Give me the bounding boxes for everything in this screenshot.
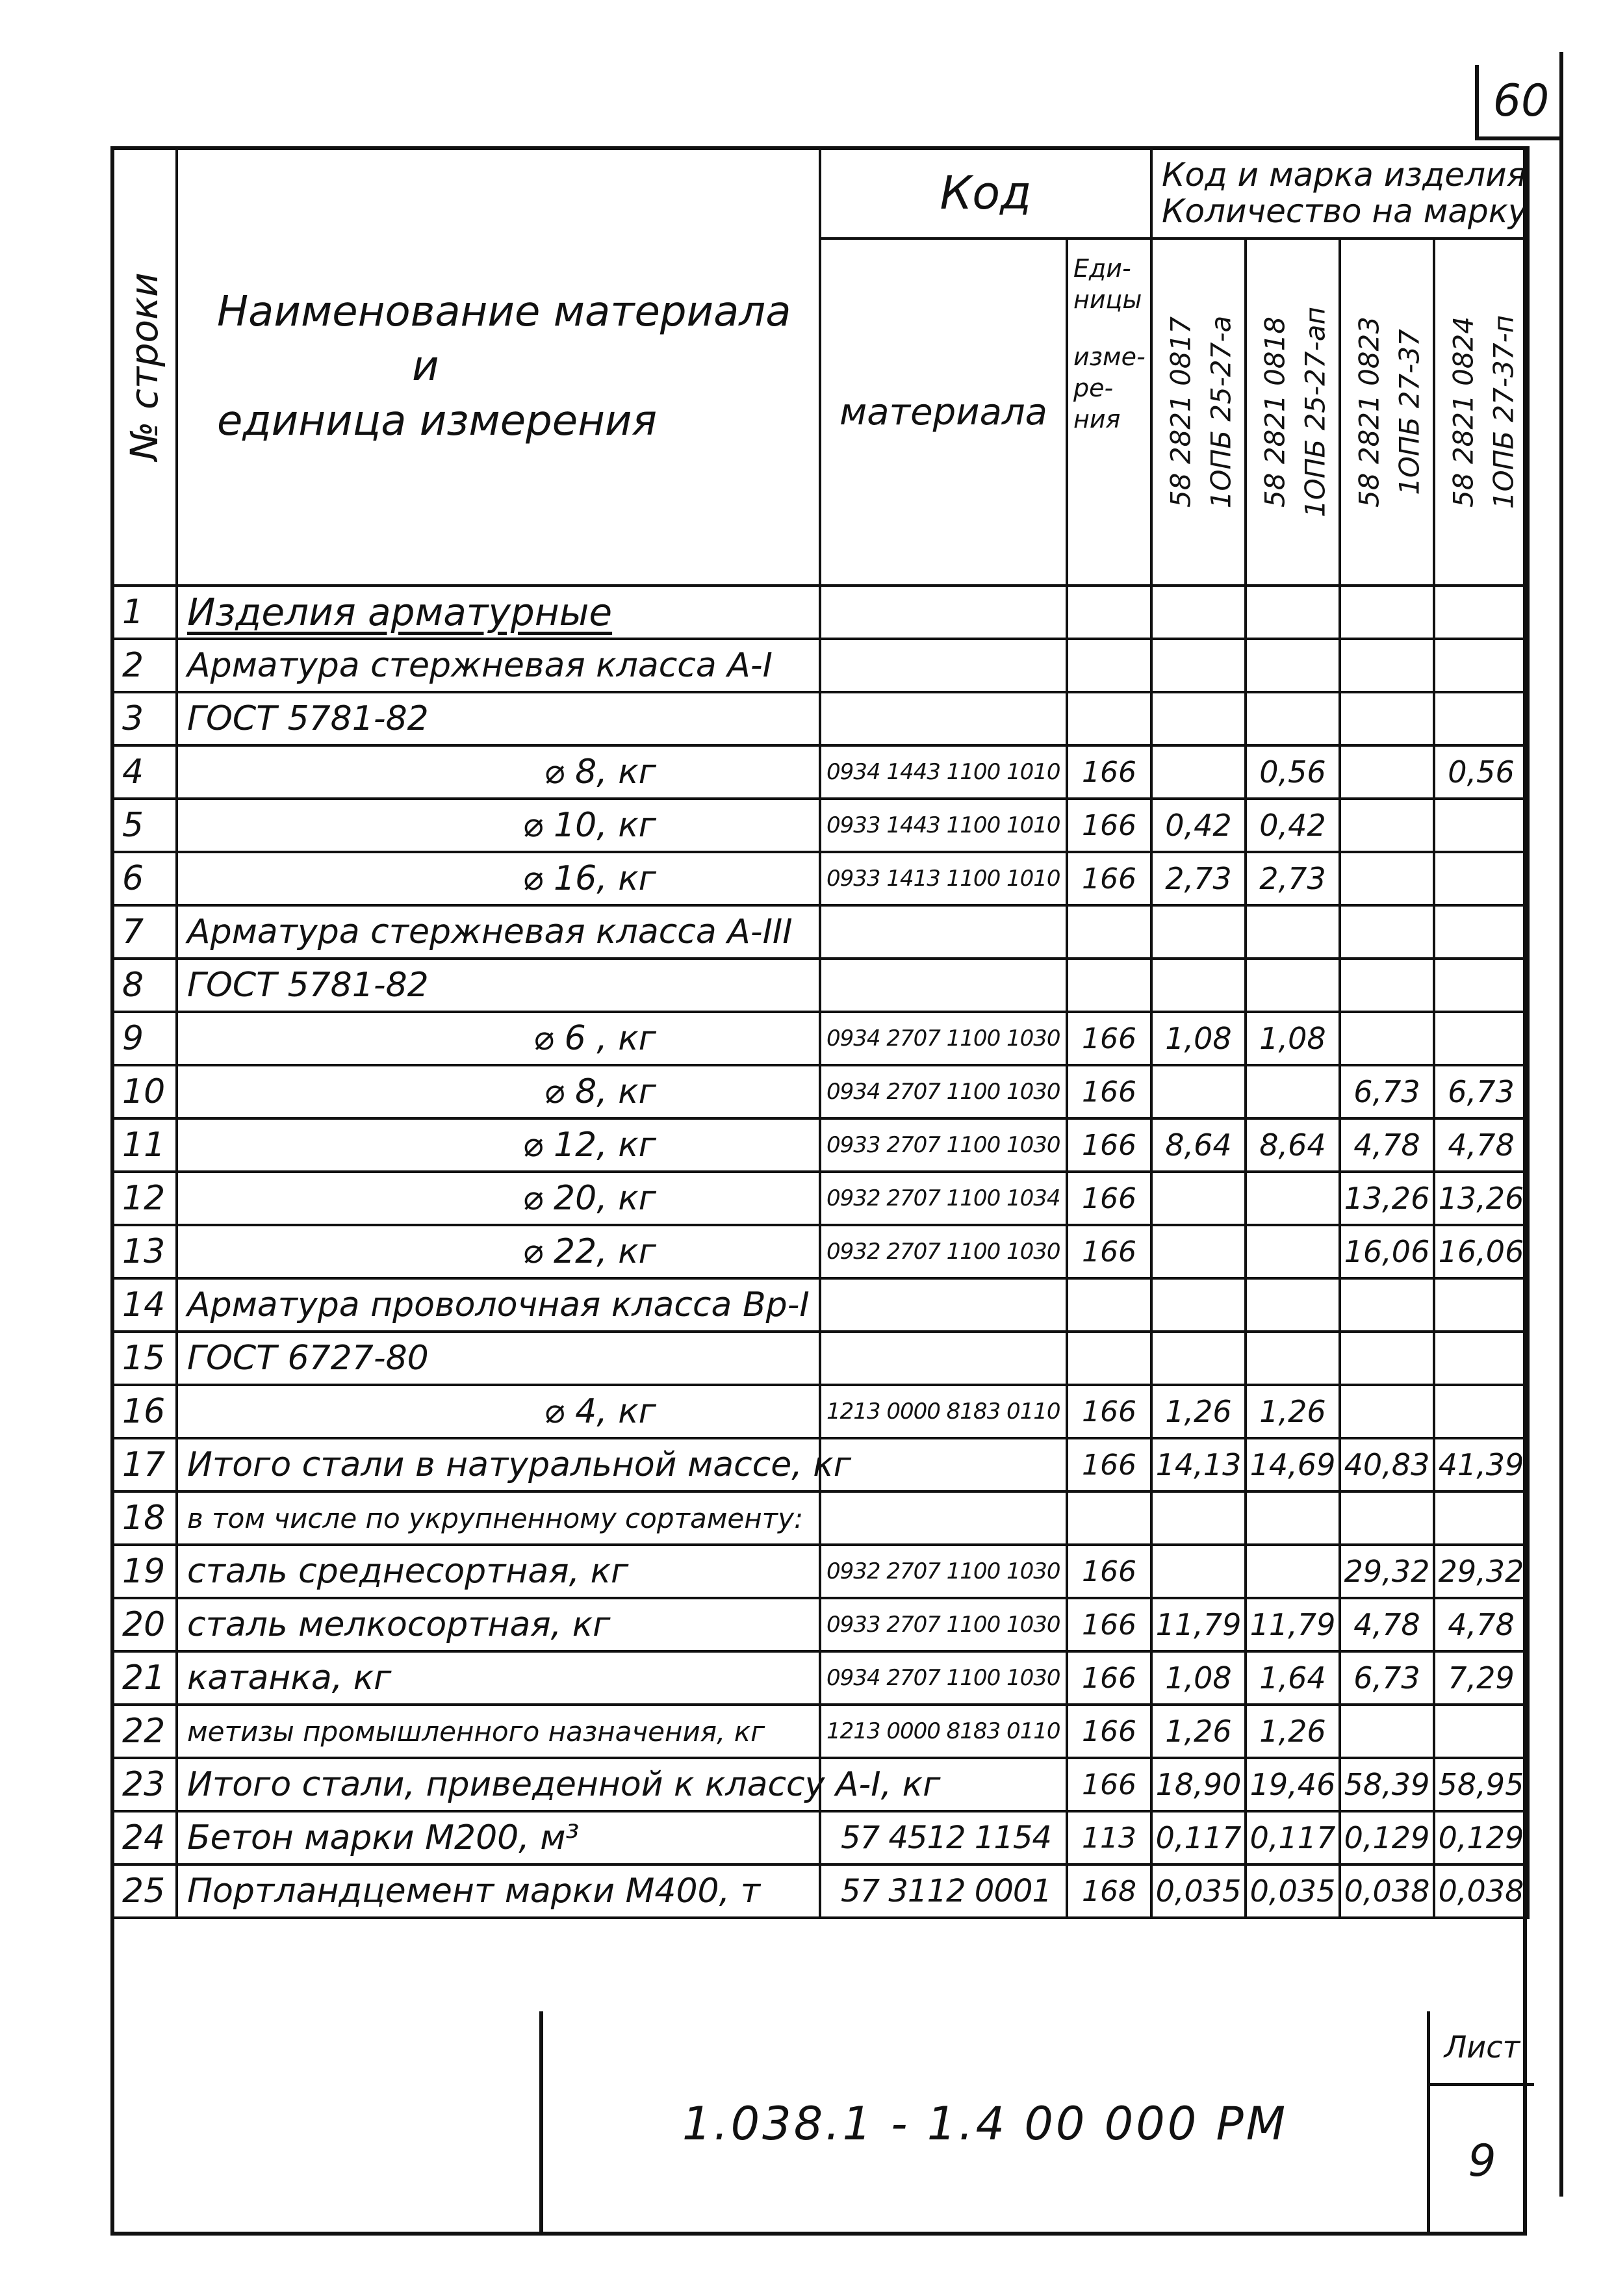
quantity-cell: 4,78 <box>1434 1598 1528 1651</box>
quantity-cell: 4,78 <box>1434 1118 1528 1172</box>
unit-code: 166 <box>1067 1651 1151 1705</box>
row-number-header: № строки <box>112 148 177 586</box>
quantity-cell: 0,56 <box>1434 745 1528 799</box>
material-code: 0933 2707 1100 1030 <box>820 1598 1067 1651</box>
quantity-cell: 13,26 <box>1434 1172 1528 1225</box>
sheet-number: 9 <box>1468 2135 1496 2187</box>
row-number: 3 <box>112 692 177 745</box>
unit-code: 166 <box>1067 1758 1151 1811</box>
unit-code: 166 <box>1067 1172 1151 1225</box>
material-name: Изделия арматурные <box>177 586 820 639</box>
page-number: 60 <box>1475 65 1563 140</box>
quantity-cell: 16,06 <box>1434 1225 1528 1278</box>
material-name: ⌀ 6 , кг <box>177 1012 820 1065</box>
unit-code: 113 <box>1067 1811 1151 1864</box>
unit-code-header: Еди- ницы изме- ре- ния <box>1067 239 1151 586</box>
material-code: 0934 2707 1100 1030 <box>820 1065 1067 1118</box>
quantity-cell: 1,08 <box>1151 1651 1246 1705</box>
quantity-cell: 7,29 <box>1434 1651 1528 1705</box>
material-name: ⌀ 22, кг <box>177 1225 820 1278</box>
material-code: 0932 2707 1100 1034 <box>820 1172 1067 1225</box>
material-name: Арматура стержневая класса А-III <box>177 905 820 959</box>
product-header-4: 58 2821 0824 1ОПБ 27-37-п <box>1434 239 1528 586</box>
sheet-label: Лист <box>1430 2011 1534 2086</box>
row-number: 5 <box>112 799 177 852</box>
quantity-cell: 1,26 <box>1151 1705 1246 1758</box>
row-number: 4 <box>112 745 177 799</box>
quantity-cell: 1,26 <box>1246 1385 1340 1438</box>
quantity-cell: 0,129 <box>1434 1811 1528 1864</box>
unit-code: 166 <box>1067 1065 1151 1118</box>
code-header: Код <box>820 148 1151 239</box>
material-name: метизы промышленного назначения, кг <box>177 1705 820 1758</box>
quantity-cell: 4,78 <box>1340 1118 1434 1172</box>
row-number: 14 <box>112 1278 177 1332</box>
document-designation: 1.038.1 - 1.4 00 000 РМ <box>682 2096 1288 2150</box>
material-name: Итого стали, приведенной к классу А-I, кг <box>177 1758 820 1811</box>
material-code: 57 3112 0001 <box>820 1864 1067 1918</box>
quantity-cell: 58,39 <box>1340 1758 1434 1811</box>
material-name: катанка, кг <box>177 1651 820 1705</box>
material-code: 0934 2707 1100 1030 <box>820 1012 1067 1065</box>
material-name: ГОСТ 6727-80 <box>177 1332 820 1385</box>
page-frame <box>110 146 1527 2236</box>
quantity-cell: 0,56 <box>1246 745 1340 799</box>
quantity-cell: 1,26 <box>1246 1705 1340 1758</box>
material-code: 0933 1413 1100 1010 <box>820 852 1067 905</box>
quantity-cell: 14,69 <box>1246 1438 1340 1491</box>
material-name: ⌀ 16, кг <box>177 852 820 905</box>
material-name: Портландцемент марки М400, т <box>177 1864 820 1918</box>
quantity-cell: 6,73 <box>1340 1065 1434 1118</box>
material-name: Арматура стержневая класса А-I <box>177 639 820 692</box>
row-number: 9 <box>112 1012 177 1065</box>
quantity-cell: 2,73 <box>1246 852 1340 905</box>
quantity-cell: 29,32 <box>1340 1545 1434 1598</box>
row-number: 20 <box>112 1598 177 1651</box>
unit-code: 166 <box>1067 1385 1151 1438</box>
row-number: 18 <box>112 1491 177 1545</box>
row-number: 17 <box>112 1438 177 1491</box>
material-name: сталь среднесортная, кг <box>177 1545 820 1598</box>
row-number: 2 <box>112 639 177 692</box>
quantity-cell: 0,129 <box>1340 1811 1434 1864</box>
row-number: 21 <box>112 1651 177 1705</box>
material-name: ⌀ 4, кг <box>177 1385 820 1438</box>
row-number: 8 <box>112 959 177 1012</box>
row-number: 13 <box>112 1225 177 1278</box>
quantity-cell: 6,73 <box>1434 1065 1528 1118</box>
product-group-header: Код и марка изделия Количество на марку <box>1151 148 1528 239</box>
quantity-cell: 1,64 <box>1246 1651 1340 1705</box>
material-name: ⌀ 12, кг <box>177 1118 820 1172</box>
material-name: ⌀ 10, кг <box>177 799 820 852</box>
product-header-2: 58 2821 0818 1ОПБ 25-27-ап <box>1246 239 1340 586</box>
quantity-cell: 19,46 <box>1246 1758 1340 1811</box>
material-code-header: материала <box>820 239 1067 586</box>
row-number: 10 <box>112 1065 177 1118</box>
row-number: 12 <box>112 1172 177 1225</box>
quantity-cell: 4,78 <box>1340 1598 1434 1651</box>
material-name: сталь мелкосортная, кг <box>177 1598 820 1651</box>
quantity-cell: 0,117 <box>1246 1811 1340 1864</box>
material-name: ГОСТ 5781-82 <box>177 692 820 745</box>
material-name: Итого стали в натуральной массе, кг <box>177 1438 820 1491</box>
unit-code: 166 <box>1067 1545 1151 1598</box>
quantity-cell: 1,08 <box>1151 1012 1246 1065</box>
product-header-1: 58 2821 0817 1ОПБ 25-27-а <box>1151 239 1246 586</box>
quantity-cell: 0,117 <box>1151 1811 1246 1864</box>
row-number: 7 <box>112 905 177 959</box>
material-name: ГОСТ 5781-82 <box>177 959 820 1012</box>
quantity-cell: 0,42 <box>1151 799 1246 852</box>
row-number: 23 <box>112 1758 177 1811</box>
unit-code: 166 <box>1067 1598 1151 1651</box>
right-margin-rule <box>1559 52 1563 2197</box>
quantity-cell: 1,08 <box>1246 1012 1340 1065</box>
material-code: 1213 0000 8183 0110 <box>820 1705 1067 1758</box>
row-number: 11 <box>112 1118 177 1172</box>
material-code: 0932 2707 1100 1030 <box>820 1225 1067 1278</box>
unit-code: 166 <box>1067 799 1151 852</box>
material-name: Бетон марки М200, м³ <box>177 1811 820 1864</box>
unit-code: 168 <box>1067 1864 1151 1918</box>
material-name: в том числе по укрупненному сортаменту: <box>177 1491 820 1545</box>
unit-code: 166 <box>1067 1225 1151 1278</box>
material-code: 1213 0000 8183 0110 <box>820 1385 1067 1438</box>
unit-code: 166 <box>1067 745 1151 799</box>
quantity-cell: 1,26 <box>1151 1385 1246 1438</box>
quantity-cell: 58,95 <box>1434 1758 1528 1811</box>
unit-code: 166 <box>1067 1118 1151 1172</box>
quantity-cell: 13,26 <box>1340 1172 1434 1225</box>
material-code: 0933 1443 1100 1010 <box>820 799 1067 852</box>
row-number: 1 <box>112 586 177 639</box>
material-code: 57 4512 1154 <box>820 1811 1067 1864</box>
quantity-cell: 29,32 <box>1434 1545 1528 1598</box>
quantity-cell: 11,79 <box>1246 1598 1340 1651</box>
name-header: Наименование материала и единица измерения <box>177 148 820 586</box>
row-number: 22 <box>112 1705 177 1758</box>
quantity-cell: 41,39 <box>1434 1438 1528 1491</box>
unit-code: 166 <box>1067 1012 1151 1065</box>
material-name: ⌀ 20, кг <box>177 1172 820 1225</box>
quantity-cell: 8,64 <box>1151 1118 1246 1172</box>
quantity-cell: 6,73 <box>1340 1651 1434 1705</box>
quantity-cell: 0,038 <box>1434 1864 1528 1918</box>
quantity-cell: 8,64 <box>1246 1118 1340 1172</box>
material-code: 0934 1443 1100 1010 <box>820 745 1067 799</box>
quantity-cell: 0,038 <box>1340 1864 1434 1918</box>
unit-code: 166 <box>1067 1705 1151 1758</box>
material-name: ⌀ 8, кг <box>177 745 820 799</box>
unit-code: 166 <box>1067 1438 1151 1491</box>
row-number: 19 <box>112 1545 177 1598</box>
row-number: 24 <box>112 1811 177 1864</box>
quantity-cell: 18,90 <box>1151 1758 1246 1811</box>
quantity-cell: 0,42 <box>1246 799 1340 852</box>
row-number: 6 <box>112 852 177 905</box>
quantity-cell: 14,13 <box>1151 1438 1246 1491</box>
material-name: Арматура проволочная класса Вр-I <box>177 1278 820 1332</box>
quantity-cell: 40,83 <box>1340 1438 1434 1491</box>
row-number: 25 <box>112 1864 177 1918</box>
unit-code: 166 <box>1067 852 1151 905</box>
product-header-3: 58 2821 0823 1ОПБ 27-37 <box>1340 239 1434 586</box>
material-name: ⌀ 8, кг <box>177 1065 820 1118</box>
row-number: 16 <box>112 1385 177 1438</box>
material-code: 0932 2707 1100 1030 <box>820 1545 1067 1598</box>
quantity-cell: 0,035 <box>1246 1864 1340 1918</box>
quantity-cell: 16,06 <box>1340 1225 1434 1278</box>
row-number: 15 <box>112 1332 177 1385</box>
material-code: 0934 2707 1100 1030 <box>820 1651 1067 1705</box>
material-code: 0933 2707 1100 1030 <box>820 1118 1067 1172</box>
quantity-cell: 2,73 <box>1151 852 1246 905</box>
quantity-cell: 0,035 <box>1151 1864 1246 1918</box>
quantity-cell: 11,79 <box>1151 1598 1246 1651</box>
